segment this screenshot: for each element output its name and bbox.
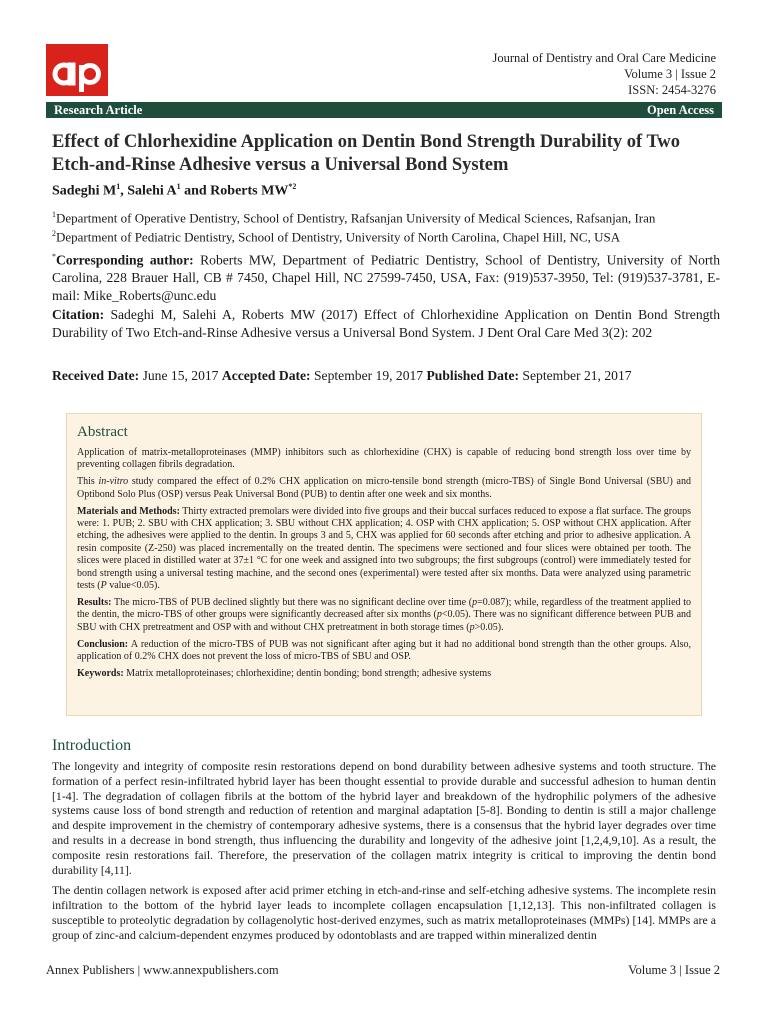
corr-marker: * <box>52 252 56 261</box>
article-title: Effect of Chlorhexidine Application on Dentin Bond Strength Durability of Two Etch-and-Rinse Adhesive versus a Universal Bond System <box>52 132 681 175</box>
corr-text: Roberts MW, Department of Pediatric Dentistry, School of Dentistry, University of North Carolina, 228 Brauer Hall, CB # 7450, Chapel Hill, NC 27599-7450, USA, Fax: (919)537-3950, Tel: (919)537-3781, E-mail: Mike_Roberts@unc.edu <box>52 252 720 303</box>
received-label: Received Date: <box>52 368 140 383</box>
author-affil-marker: *2 <box>288 182 297 191</box>
affiliation-text: Department of Operative Dentistry, School of Dentistry, Rafsanjan University of Medical Sciences, Rafsanjan, Iran <box>56 210 656 226</box>
abstract-box <box>66 413 702 716</box>
abstract-results <box>77 597 691 634</box>
affil-marker: 2 <box>52 229 56 239</box>
affiliation <box>52 226 720 245</box>
published-date: September 21, 2017 <box>519 368 632 383</box>
citation-label: Citation: <box>52 307 105 322</box>
abstract-keywords <box>77 668 691 680</box>
article-type-bar <box>46 102 722 118</box>
author-separator: , <box>120 183 128 199</box>
abstract-intro: Application of matrix-metalloproteinases (MMP) inhibitors such as chlorhexidine (CHX) is capable of reducing bond strength loss over time by preventing collagen fibrils degradation. <box>77 447 691 471</box>
conclusion-label: Conclusion: <box>77 638 129 650</box>
affiliation <box>52 207 720 226</box>
abstract-heading: Abstract <box>77 424 128 440</box>
text-run: study compared the effect of 0.2% CHX application on micro-tensile bond strength (micro-TBS) of Single Bond Universal (SBU) and Optibond Solo Plus (OSP) versus Peak Universal Bond (PUB) to dentin after one week and six months. <box>77 476 691 500</box>
journal-info <box>492 50 716 98</box>
author-name: Sadeghi M <box>52 183 117 199</box>
text-run: p <box>472 596 478 608</box>
paragraph: The longevity and integrity of composite resin restorations depend on bond durability between adhesive systems and tooth structure. The formation of a perfect resin-infiltrated hybrid layer has been thought essential to provide durable and successful adhesion to human dentin [1-4]. The degradation of collagen fibrils at the bottom of the hybrid layer and breakdown of the hydrophilic polymers of the adhesive systems cause loss of bond strength and reduction of retention and marginal adaptation [5-8]. Bonding to dentin is still a major challenge and despite improvement in the chemistry of contemporary adhesive systems, there is a consensus that the hybrid layer degrades over time and results in a decrease in bond strength, thus influencing the durability and longevity of the adhesive joint [1,2,4,9,10]. As a result, the composite resin restorations fail. Therefore, the preservation of the collagen matrix integrity is critical to improving the dentin bond durability [4,11]. <box>52 759 716 877</box>
abstract-conclusion <box>77 639 691 664</box>
article-dates <box>52 368 720 384</box>
methods-label: Materials and Methods: <box>77 505 180 517</box>
article-type: Research Article <box>54 103 143 117</box>
journal-issn: ISSN: 2454-3276 <box>628 83 716 97</box>
citation <box>52 306 720 341</box>
keywords-label: Keywords: <box>77 668 124 679</box>
abstract-aim <box>77 476 691 501</box>
journal-volume-issue: Volume 3 | Issue 2 <box>624 67 716 81</box>
text-run: This <box>77 476 99 488</box>
author-name: Salehi A <box>127 183 177 199</box>
text-run: A reduction of the micro-TBS of PUB was not significant after aging but it had no additional bond strength than the other groups. Also, application of 0.2% CHX does not prevent the loss of micro-TBS of SBU and OSP. <box>77 638 691 663</box>
corresponding-author <box>52 248 720 304</box>
author-affil-marker: 1 <box>176 182 181 191</box>
text-run: value<0.05). <box>106 580 160 592</box>
results-label: Results: <box>77 596 112 608</box>
author-separator: and <box>180 183 211 199</box>
introduction-heading: Introduction <box>52 737 132 754</box>
text-run: p <box>469 621 475 633</box>
text-run: >0.05). <box>474 621 504 633</box>
author-list <box>52 182 296 200</box>
journal-name: Journal of Dentistry and Oral Care Medicine <box>492 51 716 65</box>
footer-volume-issue: Volume 3 | Issue 2 <box>628 963 720 977</box>
paragraph: The dentin collagen network is exposed after acid primer etching in etch-and-rinse and self-etching adhesive systems. The incomplete resin infiltration to the bottom of the hybrid layer leads to incomplete collagen encapsulation [1,12,13]. This non-infiltrated collagen is susceptible to proteolytic degradation by collagenolytic host-derived enzymes, such as matrix metalloproteinases (MMPs) [14]. MMPs are a group of zinc-and calcium-dependent enzymes produced by odontoblasts and are trapped within mineralized dentin <box>52 883 716 942</box>
text-run: =0.087); while, regardless of the treatment applied to the dentin, the micro-TBS of other groups were significantly decreased after six months ( <box>77 596 691 621</box>
text-run: Thirty extracted premolars were divided into five groups and their buccal surfaces reduced to expose a flat surface. The groups were: 1. PUB; 2. SBU with CHX application; 3. SBU without CHX application; 4. OSP with CHX application; 5. OSP without CHX application. After etching, the adhesives were applied to the dentin. In groups 3 and 5, CHX was applied for 60 seconds after etching and prior to adhesive application. A resin composite (Z-250) was placed incrementally on the treated dentin. The specimens were sectioned and four slices were obtained per tooth. The slices were placed in distilled water at 37±1 °C for one week and assigned into two subgroups; the first subgroups (control) were immediately tested for bond strength using a universal testing machine, and the second ones (experimental) were tested after six months. Data were analyzed using parametric tests ( <box>77 505 691 592</box>
abstract-methods <box>77 506 691 593</box>
corr-label: Corresponding author: <box>56 252 194 268</box>
text-run: p <box>436 609 442 621</box>
text-run: P <box>100 580 107 592</box>
open-access-label: Open Access <box>646 103 714 117</box>
author-name: Roberts MW <box>210 183 289 199</box>
text-run: The micro-TBS of PUB declined slightly but there was no significant decline over time ( <box>111 596 473 608</box>
citation-text: Sadeghi M, Salehi A, Roberts MW (2017) Effect of Chlorhexidine Application on Dentin Bond Strength Durability of Two Etch-and-Rinse Adhesive versus a Universal Bond System. J Dent Oral Care Med 3(2): 202 <box>52 307 720 340</box>
text-run: <0.05). There was no significant difference between PUB and SBU with CHX pretreatment and OSP with and without CHX pretreatment in both storage times ( <box>77 609 692 633</box>
affiliations <box>52 207 720 246</box>
affiliation-text: Department of Pediatric Dentistry, School of Dentistry, University of North Carolina, Chapel Hill, NC, USA <box>56 229 621 245</box>
accepted-date: September 19, 2017 <box>310 368 427 383</box>
ap-logo-icon <box>46 44 108 96</box>
text-run: Matrix metalloproteinases; chlorhexidine; dentin bonding; bond strength; adhesive systems <box>123 668 492 679</box>
publisher-logo <box>46 44 108 96</box>
received-date: June 15, 2017 <box>139 368 222 383</box>
affil-marker: 1 <box>52 210 56 219</box>
accepted-label: Accepted Date: <box>221 368 311 383</box>
published-label: Published Date: <box>426 368 520 383</box>
text-run: in-vitro <box>98 476 129 488</box>
author-affil-marker: 1 <box>116 182 121 191</box>
introduction-body <box>52 759 716 949</box>
footer-publisher: Annex Publishers | www.annexpublishers.com <box>46 963 279 977</box>
